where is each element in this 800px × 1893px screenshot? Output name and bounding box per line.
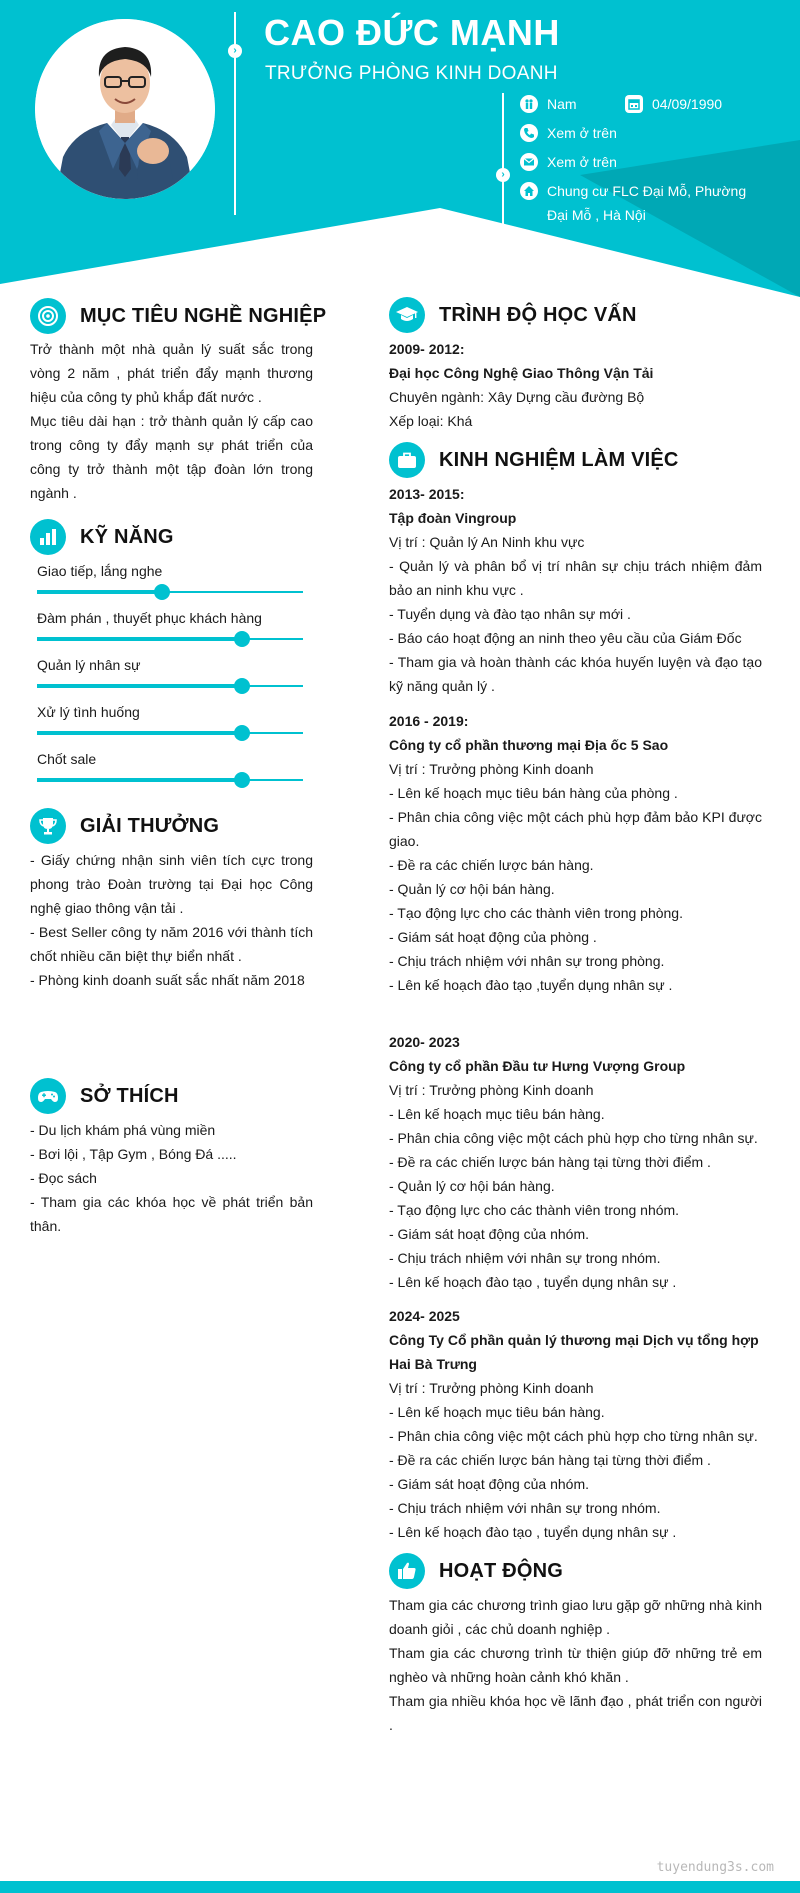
education-title: TRÌNH ĐỘ HỌC VẤN <box>439 303 637 326</box>
thumbs-up-icon <box>389 1553 425 1589</box>
skill-label: Chốt sale <box>37 751 97 767</box>
activity-line: Tham gia các chương trình giao lưu gặp gỡ những nhà kinh doanh giỏi , các chủ doanh nghiệp . <box>389 1597 762 1637</box>
education-line: Xếp loại: Khá <box>389 413 473 429</box>
objective-line: Mục tiêu dài hạn : trở thành quản lý cấp cao trong công ty đẩy mạnh sự phát triển của công ty trở thành một tập đoàn lớn trong ngành . <box>30 413 313 501</box>
job-period: 2020- 2023 <box>389 1034 460 1050</box>
trophy-icon <box>30 808 66 844</box>
phone-icon <box>520 124 538 142</box>
skill-item <box>37 609 303 640</box>
bar-chart-icon <box>30 519 66 555</box>
skills-title: KỸ NĂNG <box>80 525 174 548</box>
skill-bar-fill <box>37 778 242 782</box>
job-line: Vị trí : Trưởng phòng Kinh doanh <box>389 1380 594 1396</box>
home-icon <box>520 182 538 200</box>
job-period: 2024- 2025 <box>389 1308 460 1324</box>
job-line: - Phân chia công việc một cách phù hợp cho từng nhân sự. <box>389 1428 758 1444</box>
job-line: - Chịu trách nhiệm với nhân sự trong phòng. <box>389 953 665 969</box>
contact-gender <box>520 92 577 116</box>
skill-item <box>37 656 303 687</box>
job-line: - Lên kế hoạch đào tạo , tuyển dụng nhân sự . <box>389 1524 677 1540</box>
objective-line: Trở thành một nhà quản lý suất sắc trong vòng 2 năm , phát triển đẩy mạnh thương hiệu của công ty phủ khắp đất nước . <box>30 341 313 405</box>
activities-title: HOẠT ĐỘNG <box>439 1559 564 1582</box>
hobbies-text <box>30 1118 313 1238</box>
job-line: - Lên kế hoạch đào tạo ,tuyển dụng nhân sự . <box>389 977 673 993</box>
gender-value: Nam <box>547 96 577 112</box>
job-line: - Tham gia và hoàn thành các khóa huyến luyện và đạo tạo kỹ năng quản lý . <box>389 654 762 694</box>
skill-bar-fill <box>37 731 242 735</box>
skill-bar-fill <box>37 590 162 594</box>
job-period: 2013- 2015: <box>389 486 465 502</box>
job-line: - Lên kế hoạch mục tiêu bán hàng của phòng . <box>389 785 678 801</box>
hobby-line: - Đọc sách <box>30 1170 97 1186</box>
email-value: Xem ở trên <box>547 154 617 170</box>
job-line: - Quản lý cơ hội bán hàng. <box>389 881 555 897</box>
briefcase-icon <box>389 442 425 478</box>
contact-phone <box>520 121 617 145</box>
award-line: - Phòng kinh doanh suất sắc nhất năm 2018 <box>30 972 305 988</box>
skill-bar <box>37 732 303 734</box>
calendar-icon <box>625 95 643 113</box>
avatar <box>35 19 215 199</box>
skill-bar-knob <box>234 772 250 788</box>
objective-heading <box>30 298 326 334</box>
job-line: Vị trí : Trưởng phòng Kinh doanh <box>389 761 594 777</box>
job-line: - Tạo động lực cho các thành viên trong phòng. <box>389 905 683 921</box>
activity-line: Tham gia nhiều khóa học về lãnh đạo , phát triển con người . <box>389 1693 762 1733</box>
skill-label: Xử lý tình huống <box>37 704 140 720</box>
skill-bar <box>37 685 303 687</box>
job-line: - Đề ra các chiến lược bán hàng tại từng thời điểm . <box>389 1452 711 1468</box>
contact-dob <box>625 92 722 116</box>
awards-title: GIẢI THƯỞNG <box>80 814 220 837</box>
email-icon <box>520 153 538 171</box>
education-school: Đại học Công Nghệ Giao Thông Vận Tải <box>389 365 654 381</box>
education-entry <box>389 337 762 433</box>
experience-heading <box>389 442 679 478</box>
job-entry <box>389 1304 762 1544</box>
job-line: - Đề ra các chiến lược bán hàng tại từng thời điểm . <box>389 1154 711 1170</box>
cv-header <box>0 0 800 300</box>
skill-label: Quản lý nhân sự <box>37 657 141 673</box>
phone-value: Xem ở trên <box>547 125 617 141</box>
job-line: - Giám sát hoạt động của nhóm. <box>389 1476 589 1492</box>
job-line: - Báo cáo hoạt động an ninh theo yêu cầu của Giám Đốc <box>389 630 742 646</box>
award-line: - Giấy chứng nhận sinh viên tích cực trong phong trào Đoàn trường tại Đại học Công nghệ giao thông vận tải . <box>30 852 313 916</box>
activity-line: Tham gia các chương trình từ thiện giúp đỡ những trẻ em nghèo và những hoàn cảnh khó khăn . <box>389 1645 762 1685</box>
skill-bar <box>37 779 303 781</box>
job-line: - Lên kế hoạch mục tiêu bán hàng. <box>389 1106 605 1122</box>
skill-label: Giao tiếp, lắng nghe <box>37 563 163 579</box>
job-line: Vị trí : Trưởng phòng Kinh doanh <box>389 1082 594 1098</box>
job-line: - Đề ra các chiến lược bán hàng. <box>389 857 594 873</box>
hobby-line: - Du lịch khám phá vùng miền <box>30 1122 216 1138</box>
job-company: Công ty cổ phần Đầu tư Hưng Vượng Group <box>389 1058 686 1074</box>
experience-title: KINH NGHIỆM LÀM VIỆC <box>439 448 679 471</box>
person-photo-icon <box>35 19 215 199</box>
education-line: Chuyên ngành: Xây Dựng cầu đường Bộ <box>389 389 645 405</box>
candidate-title: TRƯỞNG PHÒNG KINH DOANH <box>265 63 558 84</box>
hobbies-heading <box>30 1078 179 1114</box>
job-line: - Phân chia công việc một cách phù hợp đảm bảo KPI được giao. <box>389 809 762 849</box>
job-line: - Chịu trách nhiệm với nhân sự trong nhóm. <box>389 1500 661 1516</box>
job-line: Vị trí : Quản lý An Ninh khu vực <box>389 534 585 550</box>
footer-bar <box>0 1881 800 1893</box>
job-line: - Phân chia công việc một cách phù hợp cho từng nhân sự. <box>389 1130 758 1146</box>
skill-bar <box>37 591 303 593</box>
skill-bar-fill <box>37 637 242 641</box>
skill-bar-knob <box>154 584 170 600</box>
chevron-right-icon: › <box>496 168 510 182</box>
job-entry <box>389 482 762 698</box>
objective-text <box>30 337 313 505</box>
education-heading <box>389 297 637 333</box>
contact-address <box>520 179 770 227</box>
activities-text <box>389 1593 762 1737</box>
job-line: - Giám sát hoạt động của phòng . <box>389 929 597 945</box>
skills-heading <box>30 519 174 555</box>
job-line: - Tuyển dụng và đào tạo nhân sự mới . <box>389 606 631 622</box>
skill-bar-knob <box>234 678 250 694</box>
job-entry <box>389 709 762 997</box>
job-line: - Chịu trách nhiệm với nhân sự trong nhóm. <box>389 1250 661 1266</box>
activities-heading <box>389 1553 563 1589</box>
header-divider-line <box>234 12 236 215</box>
skill-item <box>37 562 303 593</box>
hobby-line: - Tham gia các khóa học về phát triển bản thân. <box>30 1194 313 1234</box>
skill-bar <box>37 638 303 640</box>
hobby-line: - Bơi lội , Tập Gym , Bóng Đá ..... <box>30 1146 237 1162</box>
objective-title: MỤC TIÊU NGHỀ NGHIỆP <box>80 304 327 327</box>
hobbies-title: SỞ THÍCH <box>80 1084 179 1107</box>
gender-icon <box>520 95 538 113</box>
skill-bar-knob <box>234 631 250 647</box>
job-company: Tập đoàn Vingroup <box>389 510 517 526</box>
skill-bar-knob <box>234 725 250 741</box>
job-company: Công Ty Cổ phần quản lý thương mại Dịch vụ tổng hợp Hai Bà Trưng <box>389 1332 759 1372</box>
awards-text <box>30 848 313 992</box>
awards-heading <box>30 808 219 844</box>
dob-value: 04/09/1990 <box>652 96 723 112</box>
contact-email <box>520 150 617 174</box>
job-line: - Quản lý và phân bổ vị trí nhân sự chịu trách nhiệm đảm bảo an ninh khu vực . <box>389 558 762 598</box>
job-line: - Lên kế hoạch đào tạo , tuyển dụng nhân sự . <box>389 1274 677 1290</box>
job-entry <box>389 1030 762 1294</box>
job-company: Công ty cổ phần thương mại Địa ốc 5 Sao <box>389 737 669 753</box>
skill-label: Đàm phán , thuyết phục khách hàng <box>37 610 262 626</box>
chevron-right-icon: › <box>228 44 242 58</box>
address-value: Chung cư FLC Đại Mỗ, Phường Đại Mỗ , Hà Nội <box>547 183 747 223</box>
graduation-cap-icon <box>389 297 425 333</box>
contact-divider-line <box>502 93 504 225</box>
job-line: - Tạo động lực cho các thành viên trong nhóm. <box>389 1202 680 1218</box>
education-period: 2009- 2012: <box>389 341 465 357</box>
job-line: - Giám sát hoạt động của nhóm. <box>389 1226 589 1242</box>
job-line: - Lên kế hoạch mục tiêu bán hàng. <box>389 1404 605 1420</box>
award-line: - Best Seller công ty năm 2016 với thành tích chốt nhiều căn biệt thự biển nhất . <box>30 924 313 964</box>
skill-bar-fill <box>37 684 242 688</box>
skill-item <box>37 703 303 734</box>
gamepad-icon <box>30 1078 66 1114</box>
skill-item <box>37 750 303 781</box>
watermark: tuyendung3s.com <box>656 1860 774 1875</box>
job-line: - Quản lý cơ hội bán hàng. <box>389 1178 555 1194</box>
candidate-name: CAO ĐỨC MẠNH <box>264 12 560 53</box>
job-period: 2016 - 2019: <box>389 713 469 729</box>
target-icon <box>30 298 66 334</box>
